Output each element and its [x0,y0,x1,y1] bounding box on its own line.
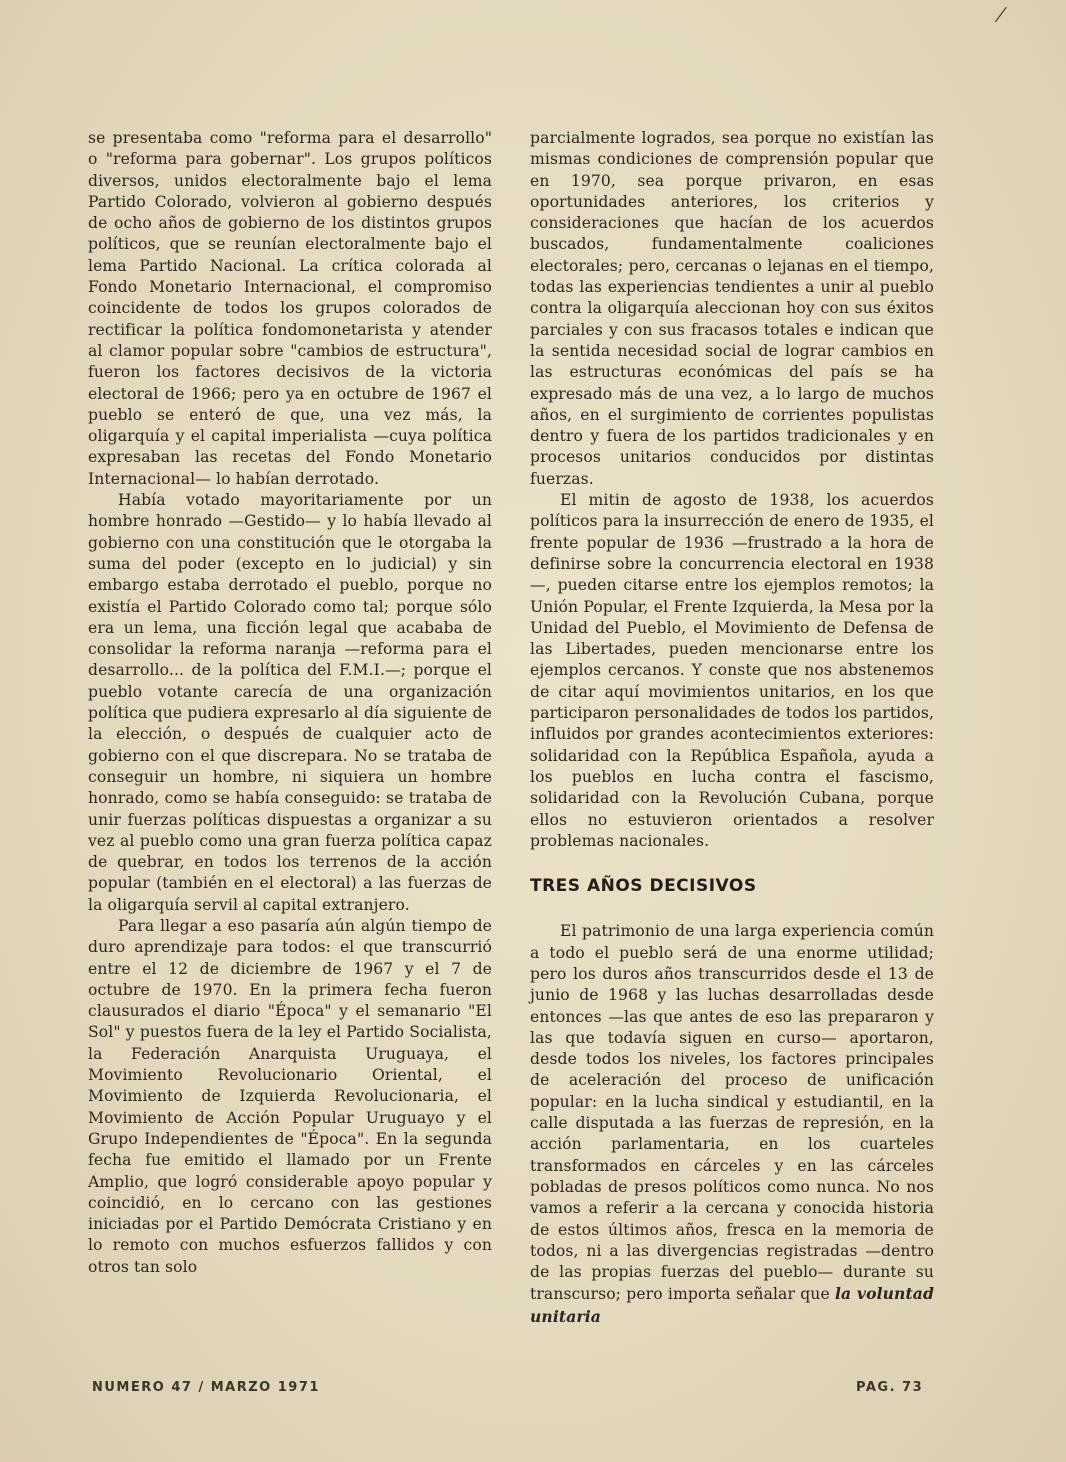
footer-issue-label: NUMERO 47 / MARZO 1971 [92,1380,320,1395]
left-paragraph-1: se presentaba como "reforma para el desarrollo" o "reforma para gobernar". Los grupos políticos diversos, unidos electoralmente bajo el lema Partido Colorado, volvieron al gobierno después de ocho años de gobierno de los distintos grupos políticos, que se reunían electoralmente bajo el lema Partido Nacional. La crítica colorada al Fondo Monetario Internacional, el compromiso coincidente de todos los grupos colorados de rectificar la política fondomonetarista y atender al clamor popular sobre "cambios de estructura", fueron los factores decisivos de la victoria electoral de 1966; pero ya en octubre de 1967 el pueblo se enteró de que, una vez más, la oligarquía y el capital imperialista —cuya política expresaban las recetas del Fondo Monetario Internacional— lo habían derrotado. [88,129,492,488]
section-paragraph-text: El patrimonio de una larga experiencia común a todo el pueblo será de una enorme utilidad; pero los duros años transcurridos desde el 13 de junio de 1968 y las luchas desarrolladas desde entonces —las que antes de eso las prepararon y las que todavía siguen en curso— aportaron, desde todos los niveles, los factores principales de aceleración del proceso de unificación popular: en la lucha sindical y estudiantil, en la calle disputada a las fuerzas de represión, en la acción parlamentaria, en los cuarteles transformados en cárceles y en las cárceles pobladas de presos políticos como nunca. No nos vamos a referir a la cercana y conocida historia de estos últimos años, fresca en la memoria de todos, ni a las divergencias registradas —dentro de las propias fuerzas del pueblo— durante su transcurso; pero importa señalar que [530,922,934,1304]
section-paragraph [530,921,934,1328]
footer-page-number: PAG. 73 [856,1380,924,1395]
section-paragraph-emphasis: la voluntad unitaria [530,1284,934,1326]
right-paragraph-1: parcialmente logrados, sea porque no existían las mismas condiciones de comprensión popular que en 1970, sea porque privaron, en esas oportunidades anteriores, los criterios y consideraciones que hacían de los acuerdos buscados, fundamentalmente coaliciones electorales; pero, cercanas o lejanas en el tiempo, todas las experiencias tendientes a unir al pueblo contra la oligarquía aleccionan hoy con sus éxitos parciales y con sus fracasos totales e indican que la sentida necesidad social de lograr cambios en las estructuras económicas del país se ha expresado más de una vez, a lo largo de muchos años, en el surgimiento de corrientes populistas dentro y fuera de los partidos tradicionales y en procesos unitarios conducidos por distintas fuerzas. [530,129,934,488]
section-heading: TRES AÑOS DECISIVOS [530,876,757,897]
right-text-column [530,128,934,1328]
corner-pen-mark: / [992,0,1009,30]
left-text-column [88,128,492,1278]
right-paragraph-2: El mitin de agosto de 1938, los acuerdos políticos para la insurrección de enero de 1935, el frente popular de 1936 —frustrado a la hora de definirse sobre la concurrencia electoral en 1938—, pueden citarse entre los ejemplos remotos; la Unión Popular, el Frente Izquierda, la Mesa por la Unidad del Pueblo, el Movimiento de Defensa de las Libertades, pueden mencionarse entre los ejemplos cercanos. Y conste que nos abstenemos de citar aquí movimientos unitarios, en los que participaron personalidades de todos los partidos, influidos por grandes acontecimientos exteriores: solidaridad con la República Española, ayuda a los pueblos en lucha contra el fascismo, solidaridad con la Revolución Cubana, porque ellos no estuvieron orientados a resolver problemas nacionales. [530,491,934,850]
left-paragraph-3: Para llegar a eso pasaría aún algún tiempo de duro aprendizaje para todos: el que transcurrió entre el 12 de diciembre de 1967 y el 7 de octubre de 1970. En la primera fecha fueron clausurados el diario "Época" y el semanario "El Sol" y puestos fuera de la ley el Partido Socialista, la Federación Anarquista Uruguaya, el Movimiento Revolucionario Oriental, el Movimiento de Izquierda Revolucionaria, el Movimiento de Acción Popular Uruguayo y el Grupo Independientes de "Época". En la segunda fecha fue emitido el llamado por un Frente Amplio, que logró considerable apoyo popular y coincidió, en lo cercano con las gestiones iniciadas por el Partido Demócrata Cristiano y en lo remoto con muchos esfuerzos fallidos y con otros tan solo [88,916,492,1276]
left-paragraph-2: Había votado mayoritariamente por un hombre honrado —Gestido— y lo había llevado al gobierno con una constitución que le otorgaba la suma del poder (excepto en lo judicial) y sin embargo estaba derrotado el pueblo, porque no existía el Partido Colorado como tal; porque sólo era un lema, una ficción legal que acababa de consolidar la reforma naranja —reforma para el desarrollo... de la política del F.M.I.—; porque el pueblo votante carecía de una organización política que pudiera expresarlo al día siguiente de la elección, o después de cualquier acto de gobierno con el que discrepara. No se trataba de conseguir un hombre, ni siquiera un hombre honrado, como se había conseguido: se trataba de unir fuerzas políticas dispuestas a organizar a su vez al pueblo como una gran fuerza política capaz de quebrar, en todos los terrenos de la acción popular (también en el electoral) a las fuerzas de la oligarquía servil al capital extranjero. [88,491,492,914]
